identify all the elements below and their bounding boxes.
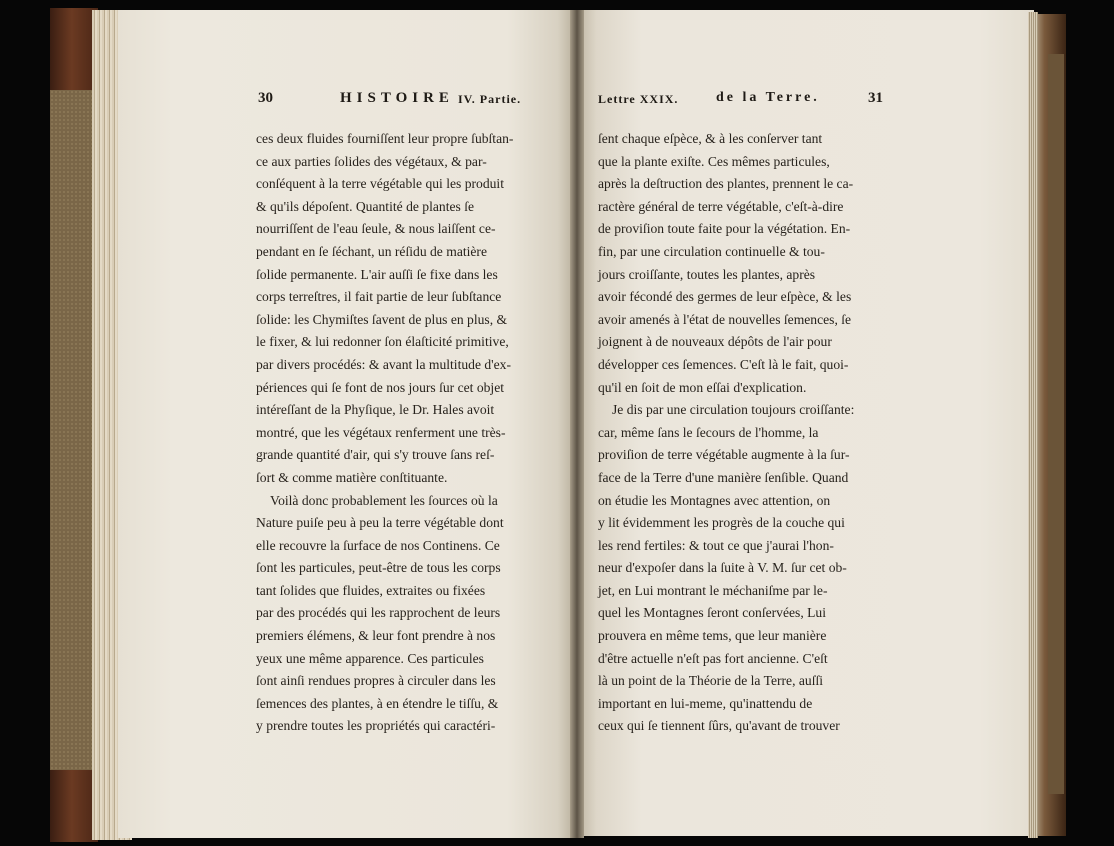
text-line <box>598 535 888 558</box>
text-line <box>256 331 554 354</box>
text-line <box>598 151 888 174</box>
right-body-text <box>598 128 888 738</box>
text-line <box>256 241 554 264</box>
text-line-content: ſemences des plantes, à en étendre le tiſſu, & <box>256 695 499 711</box>
text-line <box>598 218 888 241</box>
text-line <box>256 602 554 625</box>
text-line <box>598 715 888 738</box>
text-line-content: avoir amenés à l'état de nouvelles ſemences, ſe <box>598 311 852 327</box>
text-line <box>256 151 554 174</box>
text-line <box>256 399 554 422</box>
text-line <box>256 354 554 377</box>
text-line-content: ſolide permanente. L'air auſſi ſe fixe dans les <box>256 266 498 282</box>
text-line-content: Voilà donc probablement les ſources où la <box>270 492 498 508</box>
text-line <box>256 309 554 332</box>
text-line-content: important en lui-meme, qu'inattendu de <box>598 695 813 711</box>
text-line-content: & qu'ils dépoſent. Quantité de plantes ſe <box>256 198 475 214</box>
text-line <box>256 625 554 648</box>
text-line-content: y lit évidemment les progrès de la couche qui <box>598 515 845 531</box>
text-line-content: nourriſſent de l'eau ſeule, & nous laiſſent ce- <box>256 221 496 237</box>
text-line-content: périences qui ſe font de nos jours ſur cet objet <box>256 379 505 395</box>
text-line <box>256 286 554 309</box>
text-line <box>598 625 888 648</box>
text-line <box>598 602 888 625</box>
text-line-content: montré, que les végétaux renferment une très- <box>256 424 506 440</box>
cover-board-right <box>1048 54 1064 794</box>
text-line <box>598 196 888 219</box>
left-part-label: IV. Partie. <box>458 92 522 106</box>
text-line-content: jet, en Lui montrant le méchaniſme par le- <box>598 582 828 598</box>
text-line <box>598 580 888 603</box>
text-line-content: ſont les particules, peut-être de tous les corps <box>256 560 501 576</box>
text-line-content: ſolide: les Chymiſtes ſavent de plus en plus, & <box>256 311 508 327</box>
text-line <box>256 693 554 716</box>
text-line <box>256 648 554 671</box>
book-gutter <box>570 10 584 838</box>
text-line-content: avoir fécondé des germes de leur eſpèce, & les <box>598 289 852 305</box>
text-line <box>598 354 888 377</box>
text-line-content: tant ſolides que fluides, extraites ou fixées <box>256 582 486 598</box>
text-line <box>598 557 888 580</box>
text-line <box>598 422 888 445</box>
text-line <box>256 173 554 196</box>
text-line <box>598 173 888 196</box>
text-line-content: neur d'expoſer dans la ſuite à V. M. ſur cet ob- <box>598 560 847 576</box>
text-line-content: grande quantité d'air, qui s'y trouve ſans reſ- <box>256 447 495 463</box>
text-line-content: premiers élémens, & leur font prendre à nos <box>256 628 496 644</box>
text-line-content: Je dis par une circulation toujours croiſſante: <box>612 402 855 418</box>
text-line-content: elle recouvre la ſurface de nos Continens. Ce <box>256 537 500 553</box>
text-line-content: Nature puiſe peu à peu la terre végétable dont <box>256 515 504 531</box>
left-body-text <box>256 128 554 738</box>
text-line <box>598 693 888 716</box>
cover-board-left <box>50 90 92 770</box>
left-page-number: 30 <box>258 90 273 106</box>
text-line <box>598 264 888 287</box>
text-line-content: on étudie les Montagnes avec attention, on <box>598 492 831 508</box>
text-line-content: conſéquent à la terre végétable qui les produit <box>256 176 504 192</box>
text-line-content: y prendre toutes les propriétés qui caractéri- <box>256 718 496 734</box>
text-line <box>256 512 554 535</box>
text-line-content: les rend fertiles: & tout ce que j'aurai l'hon- <box>598 537 834 553</box>
text-line <box>256 467 554 490</box>
text-line <box>256 196 554 219</box>
text-line-content: ce aux parties ſolides des végétaux, & par- <box>256 153 487 169</box>
text-line-content: le fixer, & lui redonner ſon élaſticité primitive, <box>256 334 509 350</box>
left-running-title: HISTOIRE <box>340 90 454 106</box>
text-line-content: après la deſtruction des plantes, prennent le ca- <box>598 176 854 192</box>
right-letter-label: Lettre XXIX. <box>598 92 679 106</box>
text-line-content: d'être actuelle n'eſt pas fort ancienne. C'eſt <box>598 650 828 666</box>
text-line <box>598 399 888 422</box>
page-edges-right <box>1028 12 1038 838</box>
text-line-content: ſont ainſi rendues propres à circuler dans les <box>256 673 496 689</box>
text-line-content: ractère général de terre végétable, c'eſt-à-dire <box>598 198 844 214</box>
text-line-content: intéreſſant de la Phyſique, le Dr. Hales avoit <box>256 402 495 418</box>
text-line <box>256 580 554 603</box>
text-line <box>256 377 554 400</box>
text-line <box>256 535 554 558</box>
text-line <box>598 444 888 467</box>
text-line-content: ſent chaque eſpèce, & à les conſerver tant <box>598 131 823 146</box>
text-line-content: par des procédés qui les rapprochent de leurs <box>256 605 501 621</box>
text-line-content: là un point de la Théorie de la Terre, auſſi <box>598 673 824 689</box>
text-line-content: ſort & comme matière conſtituante. <box>256 469 448 485</box>
text-line <box>256 557 554 580</box>
text-line-content: face de la Terre d'une manière ſenſible. Quand <box>598 469 849 485</box>
text-line <box>598 128 888 151</box>
right-running-title: de la Terre. <box>716 90 820 105</box>
text-line-content: proviſion de terre végétable augmente à la ſur- <box>598 447 850 463</box>
text-line <box>256 264 554 287</box>
text-line-content: développer ces ſemences. C'eſt là le fait, quoi- <box>598 356 849 372</box>
text-line <box>598 286 888 309</box>
right-page-number: 31 <box>868 90 883 106</box>
text-line <box>598 241 888 264</box>
text-line <box>598 331 888 354</box>
text-line-content: pendant en ſe ſéchant, un réſidu de matière <box>256 243 487 259</box>
text-line <box>598 512 888 535</box>
text-line-content: quel les Montagnes ſeront conſervées, Lui <box>598 605 827 621</box>
text-line-content: de proviſion toute faite pour la végétation. En- <box>598 221 851 237</box>
text-line-content: joignent à de nouveaux dépôts de l'air pour <box>598 334 832 350</box>
text-line <box>598 490 888 513</box>
text-line-content: que la plante exiſte. Ces mêmes particules, <box>598 153 830 169</box>
text-line <box>256 422 554 445</box>
book-cover-left <box>50 8 98 842</box>
text-line <box>598 309 888 332</box>
text-line <box>598 467 888 490</box>
text-line <box>256 670 554 693</box>
text-line-content: par divers procédés: & avant la multitude d'ex- <box>256 356 511 372</box>
text-line-content: ces deux fluides fourniſſent leur propre ſubſtan- <box>256 131 514 146</box>
text-line <box>256 715 554 738</box>
text-line <box>256 444 554 467</box>
text-line-content: qu'il en ſoit de mon eſſai d'explication. <box>598 379 807 395</box>
text-line-content: ceux qui ſe tiennent ſûrs, qu'avant de trouver <box>598 718 840 734</box>
text-line <box>598 670 888 693</box>
text-line-content: prouvera en même tems, que leur manière <box>598 628 827 644</box>
text-line <box>598 377 888 400</box>
text-line-content: jours croiſſante, toutes les plantes, après <box>598 266 816 282</box>
text-line <box>256 128 554 151</box>
text-line-content: fin, par une circulation continuelle & tou- <box>598 243 825 259</box>
text-line <box>256 218 554 241</box>
text-line-content: yeux une même apparence. Ces particules <box>256 650 484 666</box>
text-line <box>256 490 554 513</box>
text-line-content: corps terreſtres, il fait partie de leur ſubſtance <box>256 289 502 305</box>
text-line <box>598 648 888 671</box>
text-line-content: car, même ſans le ſecours de l'homme, la <box>598 424 819 440</box>
